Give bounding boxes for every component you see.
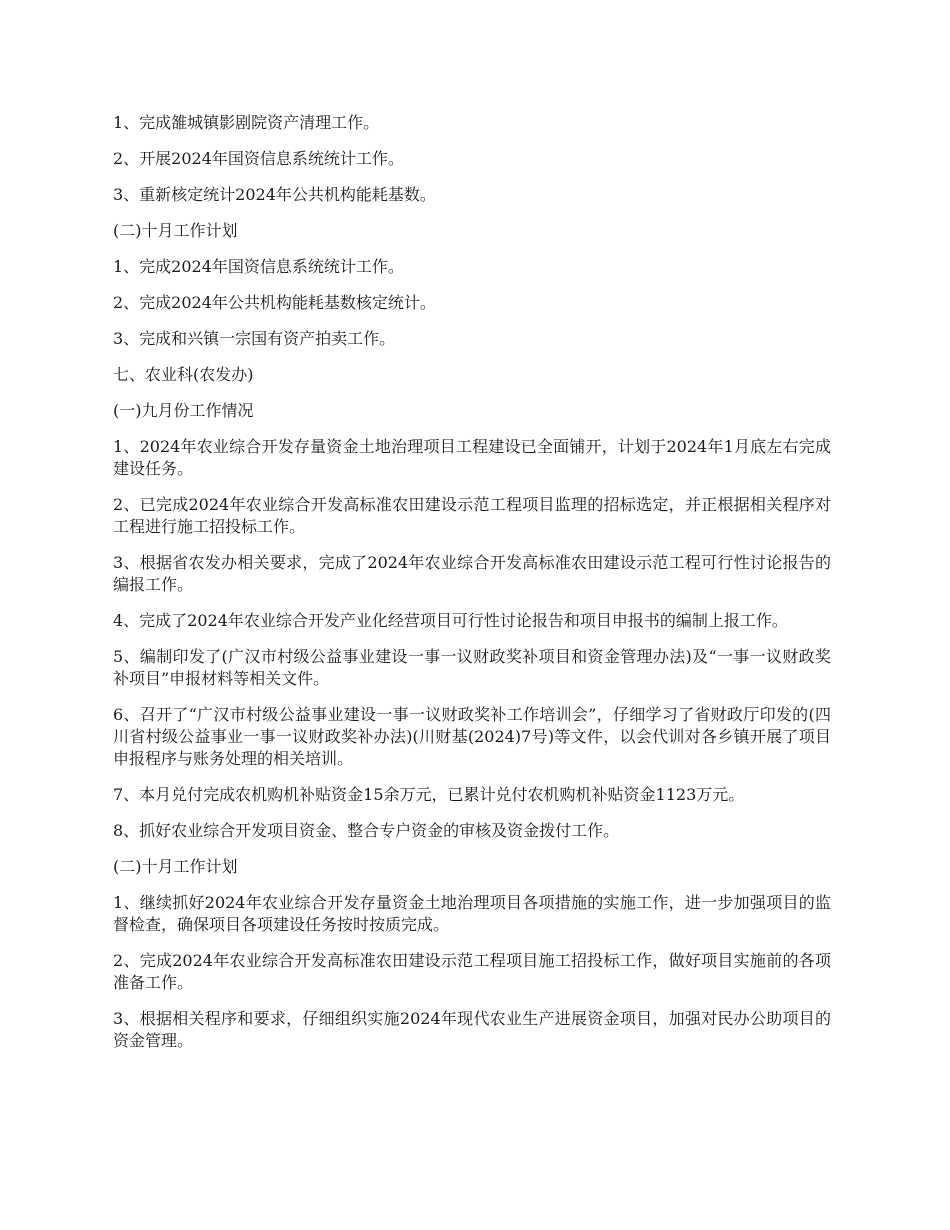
paragraph: 6、召开了“广汉市村级公益事业建设一事一议财政奖补工作培训会”，仔细学习了省财政厅印发的(四川省村级公益事业一事一议财政奖补办法)(川财基(2024)7号)等文件，以会代训对各乡镇开展了项目申报程序与账务处理的相关培训。 (113, 705, 831, 768)
paragraph: 2、完成2024年公共机构能耗基数核定统计。 (113, 293, 436, 312)
paragraph: 4、完成了2024年农业综合开发产业化经营项目可行性讨论报告和项目申报书的编制上报工作。 (113, 611, 788, 630)
document-body (113, 112, 831, 1066)
paragraph: 2、开展2024年国资信息系统统计工作。 (113, 149, 404, 168)
section-heading: (二)十月工作计划 (113, 857, 238, 876)
section-heading: 七、农业科(农发办) (113, 365, 254, 384)
paragraph: 3、重新核定统计2024年公共机构能耗基数。 (113, 185, 436, 204)
paragraph: 5、编制印发了(广汉市村级公益事业建设一事一议财政奖补项目和资金管理办法)及“一事一议财政奖补项目”申报材料等相关文件。 (113, 647, 831, 688)
paragraph: 3、根据相关程序和要求，仔细组织实施2024年现代农业生产进展资金项目，加强对民办公助项目的资金管理。 (113, 1009, 831, 1050)
paragraph: 1、继续抓好2024年农业综合开发存量资金土地治理项目各项措施的实施工作，进一步加强项目的监督检查，确保项目各项建设任务按时按质完成。 (113, 893, 831, 934)
paragraph: 1、2024年农业综合开发存量资金土地治理项目工程建设已全面铺开，计划于2024年1月底左右完成建设任务。 (113, 437, 831, 478)
paragraph: 3、根据省农发办相关要求，完成了2024年农业综合开发高标准农田建设示范工程可行性讨论报告的编报工作。 (113, 553, 831, 594)
section-heading: (一)九月份工作情况 (113, 401, 254, 420)
section-heading: (二)十月工作计划 (113, 221, 238, 240)
paragraph: 2、完成2024年农业综合开发高标准农田建设示范工程项目施工招投标工作，做好项目实施前的各项准备工作。 (113, 951, 831, 992)
paragraph: 1、完成雒城镇影剧院资产清理工作。 (113, 113, 380, 132)
paragraph: 3、完成和兴镇一宗国有资产拍卖工作。 (113, 329, 396, 348)
paragraph: 7、本月兑付完成农机购机补贴资金15余万元，已累计兑付农机购机补贴资金1123万元。 (113, 785, 745, 804)
paragraph: 8、抓好农业综合开发项目资金、整合专户资金的审核及资金拨付工作。 (113, 821, 620, 840)
paragraph: 2、已完成2024年农业综合开发高标准农田建设示范工程项目监理的招标选定，并正根据相关程序对工程进行施工招投标工作。 (113, 495, 831, 536)
paragraph: 1、完成2024年国资信息系统统计工作。 (113, 257, 404, 276)
